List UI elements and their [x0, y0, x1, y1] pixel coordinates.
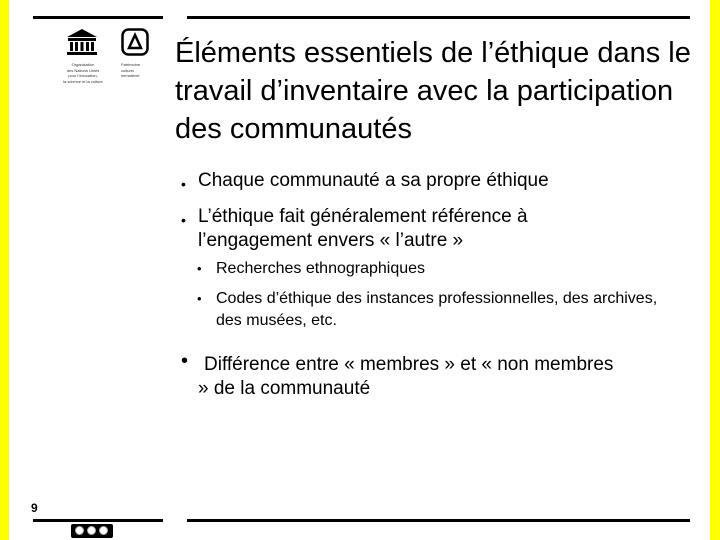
top-right-rule — [187, 16, 690, 19]
sub-bullet-item-2: Codes d’éthique des instances professionnelles, des archives, des musées, etc. — [216, 290, 658, 329]
bullet-item-3: Différence entre « membres » et « non membres » de la communauté — [198, 354, 614, 399]
unesco-logo-text: Organisation des Nations Unies pour l’éducation, la science et la culture — [63, 62, 103, 84]
sub-bullet-dot: • — [197, 291, 202, 306]
top-left-rule — [33, 16, 163, 19]
bullet-item-1: Chaque communauté a sa propre éthique — [198, 170, 549, 191]
creative-commons-icon — [71, 524, 113, 538]
slide-title: Éléments essentiels de l’éthique dans le travail d’inventaire avec la participation des communautés — [175, 37, 691, 145]
bullet-dot: • — [181, 176, 186, 192]
slide — [9, 0, 710, 540]
bullet-item-2: L’éthique fait généralement référence à l’engagement envers « l’autre » — [198, 206, 528, 251]
unesco-ich-logo — [51, 26, 161, 94]
bullet-dot: • — [181, 212, 186, 228]
page-number: 9 — [31, 501, 38, 515]
bottom-left-rule — [33, 519, 163, 522]
sub-bullet-dot: • — [197, 261, 202, 276]
unesco-temple-icon — [65, 28, 99, 56]
sub-bullet-item-1: Recherches ethnographiques — [216, 260, 426, 277]
bullet-dot: • — [181, 350, 189, 372]
ich-emblem-icon — [121, 28, 149, 56]
ich-logo-text: Patrimoine culturel immatériel — [121, 62, 141, 78]
bottom-right-rule — [187, 519, 690, 522]
